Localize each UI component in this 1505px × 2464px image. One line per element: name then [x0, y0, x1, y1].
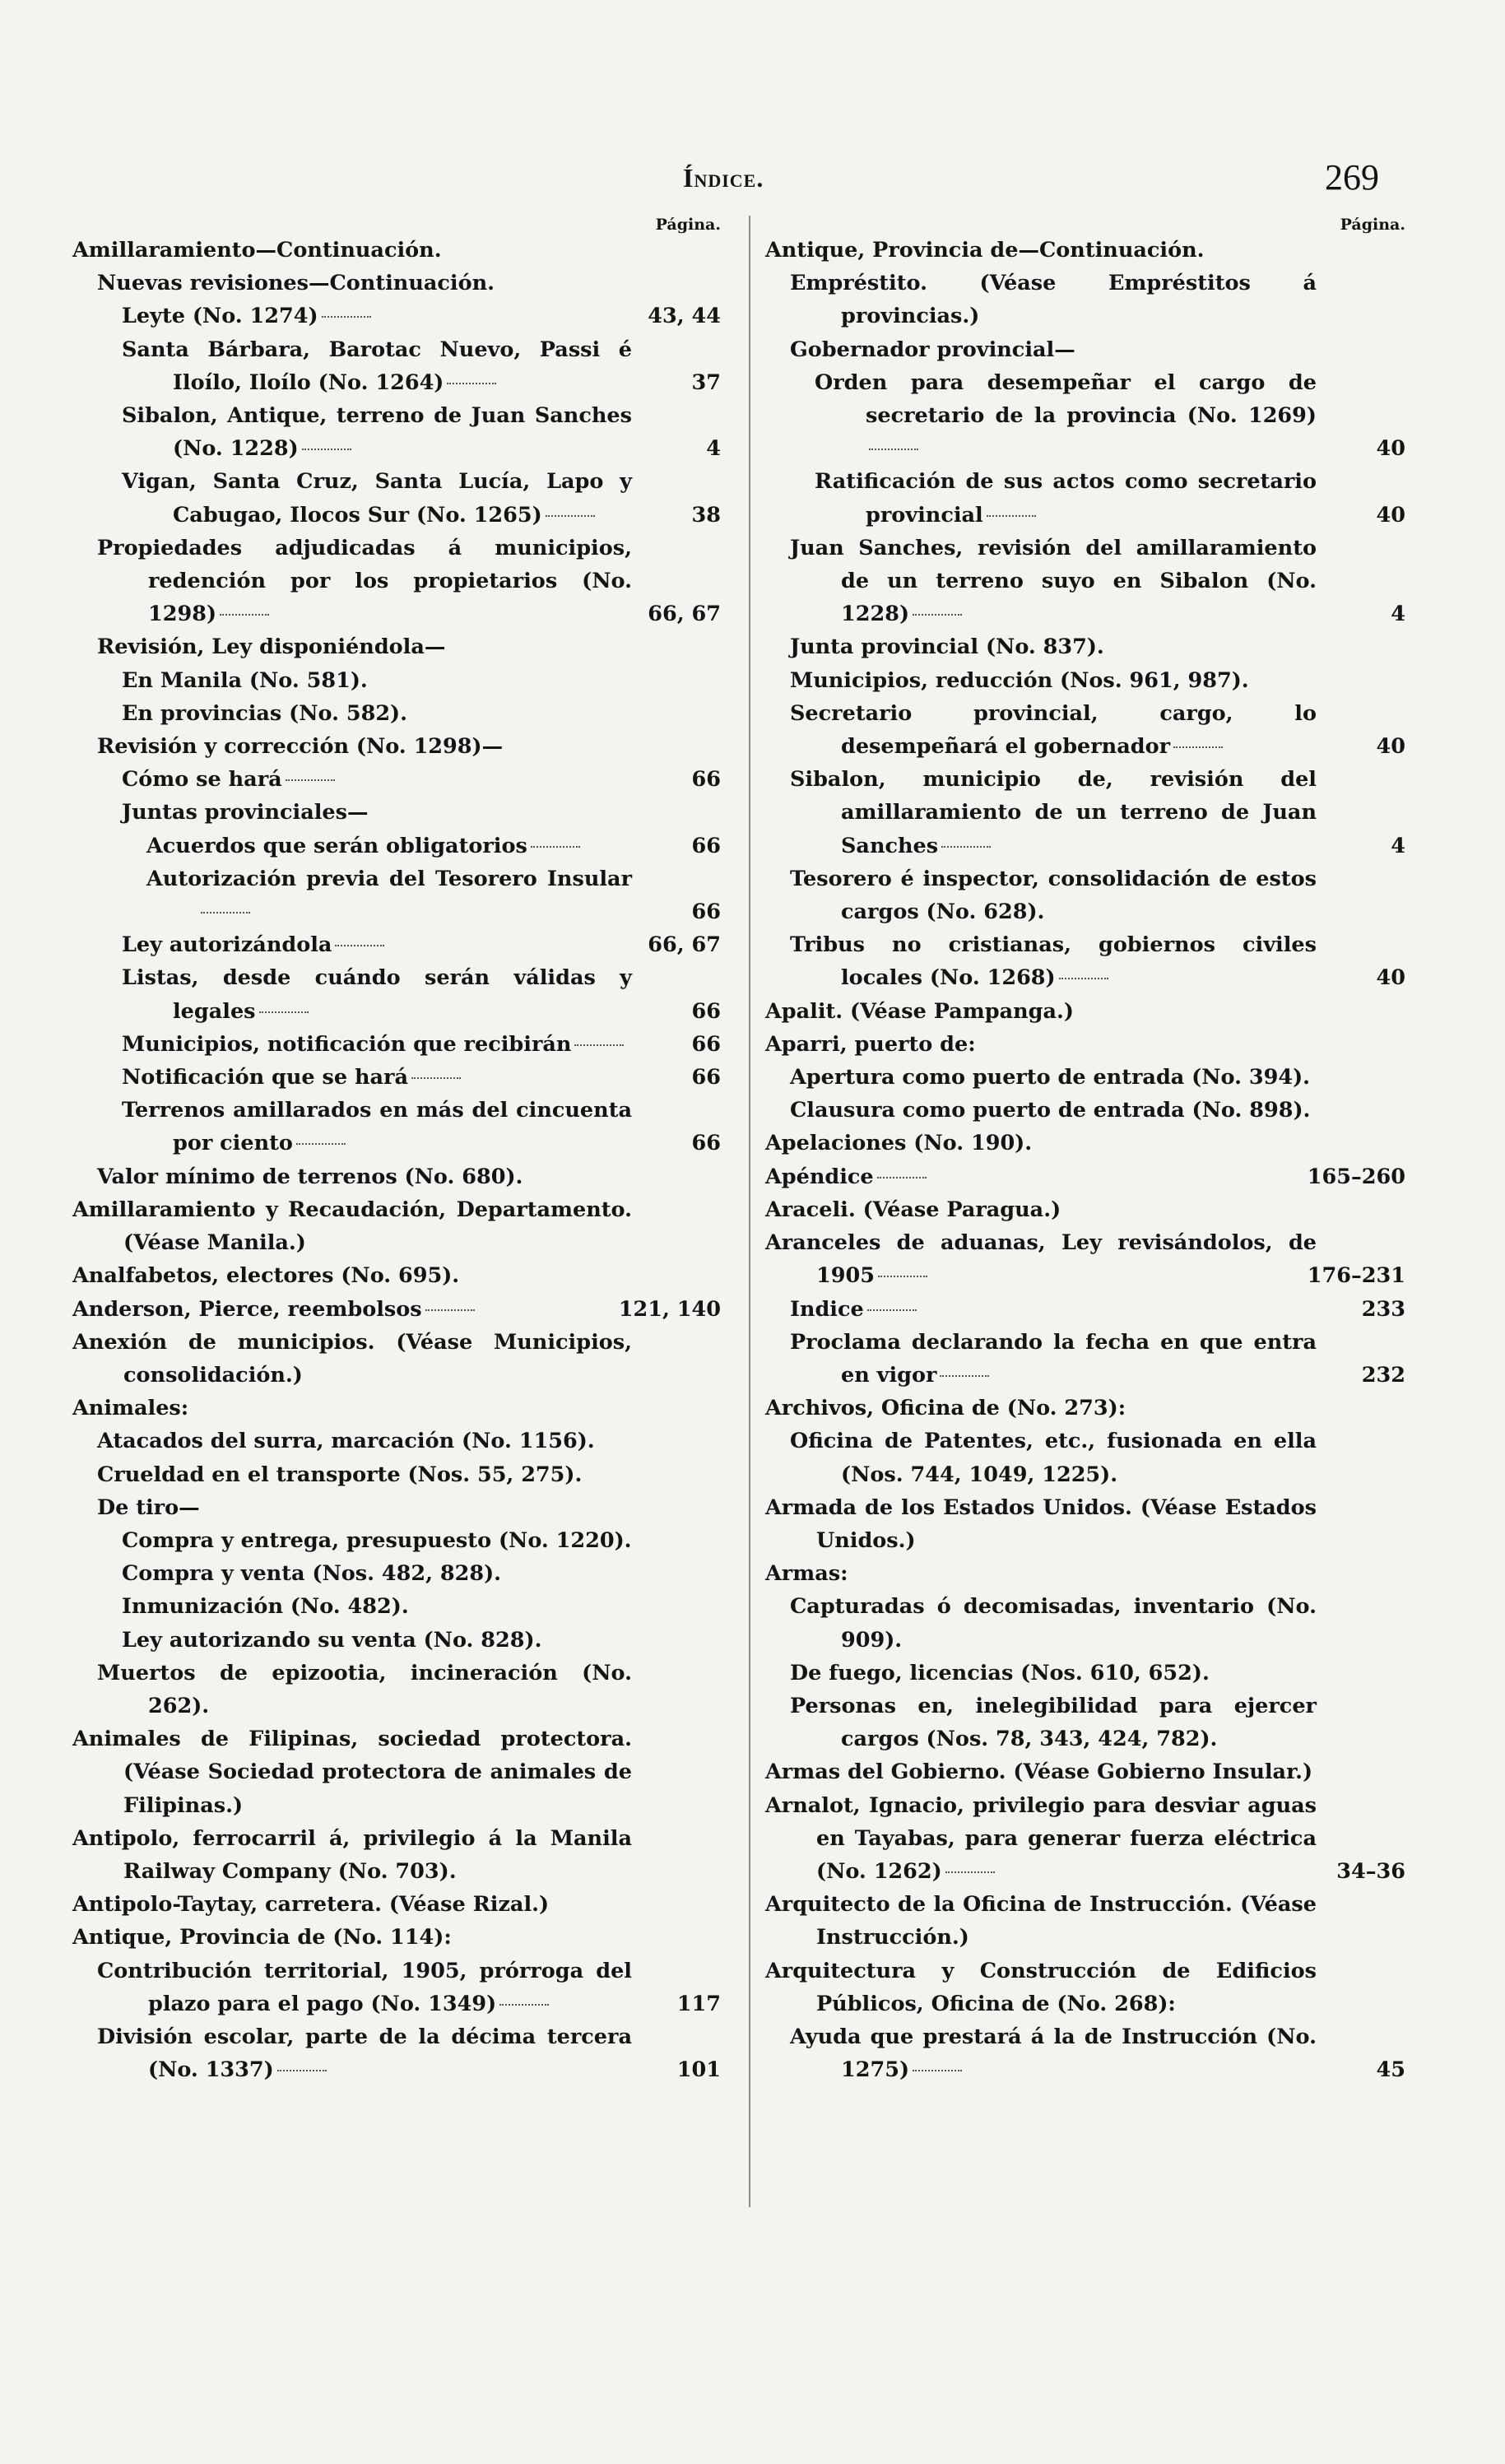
index-entry: [765, 1094, 1407, 1127]
index-entry-text: Apertura como puerto de entrada (No. 394).: [790, 1065, 1311, 1090]
index-entry-text: Junta provincial (No. 837).: [790, 635, 1104, 660]
index-entry: [765, 1955, 1407, 2020]
index-entry-text: Indice: [841, 1293, 1317, 1326]
index-entry: [72, 730, 722, 763]
index-entry: [72, 1326, 722, 1392]
index-entry: [765, 1160, 1407, 1193]
index-entry: [72, 796, 722, 829]
index-entry: [72, 1458, 722, 1491]
index-entry: Proclama declarando la fecha en que entra en vigor 232: [765, 1326, 1407, 1392]
index-entry: Ayuda que prestará á la de Instrucción (No. 1275) 45: [765, 2020, 1407, 2086]
index-entry: [72, 1722, 722, 1822]
column-divider: [749, 216, 750, 2207]
index-entry-text: Compra y venta (Nos. 482, 828).: [122, 1561, 502, 1587]
index-entry: [72, 1921, 722, 1954]
index-entry-text: Armada de los Estados Unidos. (Véase Estados Unidos.): [765, 1495, 1317, 1553]
index-entry-text: Capturadas ó decomisadas, inventario (No. 909).: [790, 1594, 1317, 1653]
index-entry: Listas, desde cuándo serán válidas y legales 66: [72, 961, 722, 1027]
index-entry-text: Arquitecto de la Oficina de Instrucción. (Véase Instrucción.): [765, 1892, 1317, 1950]
index-entry-text: Atacados del surra, marcación (No. 1156).: [97, 1429, 595, 1454]
index-entry: [765, 1226, 1407, 1292]
pagina-label-right: Página.: [1340, 216, 1405, 234]
index-entry-text: Personas en, inelegibilidad para ejercer cargos (Nos. 78, 343, 424, 782).: [790, 1693, 1317, 1752]
index-entry-text: Apelaciones (No. 190).: [765, 1131, 1033, 1156]
index-entry: [72, 234, 722, 267]
index-entry-text: Proclama declarando la fecha en que entra en vigor: [841, 1326, 1317, 1392]
index-entry-text: Contribución territorial, 1905, prórroga del plazo para el pago (No. 1349): [148, 1955, 632, 2020]
index-entry-text: Inmunización (No. 482).: [122, 1594, 409, 1620]
index-entry-text: Anexión de municipios. (Véase Municipios, consolidación.): [72, 1329, 632, 1388]
index-entry-text: Ayuda que prestará á la de Instrucción (No. 1275): [841, 2020, 1317, 2086]
index-entry-text: En provincias (No. 582).: [122, 700, 408, 726]
index-entry-page: 66, 67: [648, 932, 721, 958]
index-entry: [765, 1491, 1407, 1557]
index-entry: [72, 532, 722, 631]
index-entry: [72, 267, 722, 300]
index-entry-text: Acuerdos que serán obligatorios: [197, 830, 632, 862]
index-entry-text: Sibalon, municipio de, revisión del amillaramiento de un terreno de Juan Sanches: [841, 763, 1317, 862]
index-entry-text: Amillaramiento—Continuación.: [72, 238, 442, 263]
index-entry: [72, 630, 722, 663]
index-entry: [72, 1193, 722, 1259]
page-header-title: Índice.: [683, 163, 764, 193]
index-entry-text: Antique, Provincia de (No. 114):: [72, 1925, 452, 1950]
index-entry-text: Ley autorizándola: [173, 928, 632, 961]
index-entry: [765, 1888, 1407, 1954]
index-entry: [765, 1557, 1407, 1590]
index-entry: Secretario provincial, cargo, lo desempeñará el gobernador 40: [765, 697, 1407, 763]
index-entry-text: Armas del Gobierno. (Véase Gobierno Insular.): [765, 1760, 1313, 1785]
index-entry: [765, 267, 1407, 332]
index-entry-text: Listas, desde cuándo serán válidas y legales: [173, 961, 632, 1027]
index-entry: Orden para desempeñar el cargo de secretario de la provincia (No. 1269) 40: [765, 366, 1407, 466]
index-entry-text: Clausura como puerto de entrada (No. 898).: [790, 1098, 1311, 1123]
index-entry-text: Compra y entrega, presupuesto (No. 1220).: [122, 1527, 632, 1553]
index-entry: Tribus no cristianas, gobiernos civiles locales (No. 1268) 40: [765, 928, 1407, 994]
index-entry: [72, 1524, 722, 1557]
index-entry-page: 34–36: [1336, 1858, 1405, 1884]
index-entry-text: Vigan, Santa Cruz, Santa Lucía, Lapo y Cabugao, Ilocos Sur (No. 1265): [173, 465, 632, 531]
index-entry: [765, 1690, 1407, 1755]
index-entry-text: Arnalot, Ignacio, privilegio para desviar aguas en Tayabas, para generar fuerza eléctrica (No. 1262): [816, 1789, 1317, 1889]
index-entry-text: Municipios, reducción (Nos. 961, 987).: [790, 667, 1249, 693]
page-number: 269: [1325, 157, 1379, 198]
index-entry-text: Santa Bárbara, Barotac Nuevo, Passi é Iloílo, Iloílo (No. 1264): [173, 333, 632, 399]
index-entry: [72, 1822, 722, 1888]
index-entry: Santa Bárbara, Barotac Nuevo, Passi é Iloílo, Iloílo (No. 1264) 37: [72, 333, 722, 399]
index-entry: [765, 1755, 1407, 1788]
index-entry: Municipios, notificación que recibirán 66: [72, 1028, 722, 1061]
index-entry-text: Archivos, Oficina de (No. 273):: [765, 1396, 1126, 1421]
index-entries-left: [72, 234, 722, 2086]
index-entry: [72, 1491, 722, 1524]
index-entry-text: Municipios, notificación que recibirán: [173, 1028, 632, 1061]
index-entry: [72, 1293, 722, 1326]
index-entry: [72, 1557, 722, 1590]
index-entry-text: Propiedades adjudicadas á municipios, redención por los propietarios (No. 1298): [148, 532, 632, 631]
index-entry: [765, 234, 1407, 267]
index-entry: [765, 1657, 1407, 1690]
index-entry-text: Aparri, puerto de:: [765, 1031, 976, 1057]
index-entry: [72, 664, 722, 697]
index-entry: División escolar, parte de la décima tercera (No. 1337) 101: [72, 2020, 722, 2086]
index-entry: Juan Sanches, revisión del amillaramiento de un terreno suyo en Sibalon (No. 1228) 4: [765, 532, 1407, 631]
index-entry: [765, 1193, 1407, 1226]
index-entry-text: De fuego, licencias (Nos. 610, 652).: [790, 1660, 1210, 1685]
index-entry: [72, 928, 722, 961]
index-entry-text: Antique, Provincia de—Continuación.: [765, 238, 1205, 263]
index-entry-text: Araceli. (Véase Paragua.): [765, 1197, 1061, 1222]
index-entry: Sibalon, municipio de, revisión del amillaramiento de un terreno de Juan Sanches 4: [765, 763, 1407, 862]
index-entry-text: Animales de Filipinas, sociedad protectora. (Véase Sociedad protectora de animales de Filipinas.): [72, 1727, 632, 1818]
index-entry: [72, 300, 722, 332]
index-entry: [765, 1127, 1407, 1160]
index-entry-text: Revisión, Ley disponiéndola—: [97, 635, 446, 660]
index-entry-text: Secretario provincial, cargo, lo desempeñará el gobernador: [841, 697, 1317, 763]
index-entry-text: De tiro—: [97, 1495, 200, 1520]
index-entry-text: Apéndice: [816, 1160, 1317, 1193]
index-entry-text: Tesorero é inspector, consolidación de estos cargos (No. 628).: [790, 866, 1317, 925]
index-entry: Terrenos amillarados en más del cincuenta por ciento 66: [72, 1094, 722, 1160]
index-entry: [765, 1028, 1407, 1061]
index-entry-text: Apalit. (Véase Pampanga.): [765, 998, 1074, 1024]
index-entry-text: Analfabetos, electores (No. 695).: [72, 1263, 460, 1289]
index-entry: Notificación que se hará 66: [72, 1061, 722, 1094]
index-entry: Sibalon, Antique, terreno de Juan Sanches (No. 1228) 4: [72, 399, 722, 465]
index-entries-right: [765, 234, 1407, 2086]
index-entry: Cómo se hará 66: [72, 763, 722, 796]
index-entry-text: Anderson, Pierce, reembolsos: [123, 1293, 632, 1326]
index-entry: Indice 233: [765, 1293, 1407, 1326]
index-entry: [72, 1590, 722, 1623]
index-entry: Autorización previa del Tesorero Insular 66: [72, 862, 722, 928]
index-entry-text: Antipolo-Taytay, carretera. (Véase Rizal.): [72, 1892, 550, 1918]
index-entry: [72, 1624, 722, 1657]
index-entry-text: Nuevas revisiones—Continuación.: [97, 271, 495, 296]
index-entry-text: Oficina de Patentes, etc., fusionada en ella (Nos. 744, 1049, 1225).: [790, 1429, 1317, 1487]
index-entry: [765, 1392, 1407, 1425]
index-entry-text: Tribus no cristianas, gobiernos civiles locales (No. 1268): [841, 928, 1317, 994]
index-entry-text: Terrenos amillarados en más del cincuenta por ciento: [173, 1094, 632, 1160]
index-entry: [765, 630, 1407, 663]
index-entry: [72, 1425, 722, 1457]
index-entry-text: Autorización previa del Tesorero Insular: [197, 862, 632, 928]
index-entry: [72, 1657, 722, 1722]
index-entry-text: Ley autorizando su venta (No. 828).: [122, 1627, 542, 1653]
index-entry-text: Notificación que se hará: [173, 1061, 632, 1094]
index-entry-text: Muertos de epizootia, incineración (No. 262).: [97, 1660, 632, 1718]
index-entry-text: Arquitectura y Construcción de Edificios Públicos, Oficina de (No. 268):: [765, 1958, 1317, 2016]
index-entry: [72, 697, 722, 730]
index-entry: [72, 1392, 722, 1425]
index-entry-text: Antipolo, ferrocarril á, privilegio á la Manila Railway Company (No. 703).: [72, 1825, 632, 1884]
index-entry-page: 176–231: [1307, 1263, 1405, 1289]
index-entry-text: Gobernador provincial—: [790, 337, 1075, 362]
index-entry: Ratificación de sus actos como secretario provincial 40: [765, 465, 1407, 531]
index-entry-page: 121, 140: [618, 1296, 721, 1322]
index-entry: [72, 1888, 722, 1921]
index-entry: Acuerdos que serán obligatorios 66: [72, 830, 722, 862]
index-column-left: [72, 216, 722, 2322]
index-entry: [765, 862, 1407, 928]
index-entry-text: Armas:: [765, 1561, 848, 1587]
index-entry: [765, 1789, 1407, 1889]
index-entry: [765, 995, 1407, 1028]
index-entry-text: Empréstito. (Véase Empréstitos á provincias.): [790, 271, 1317, 329]
index-entry-page: 43, 44: [648, 304, 721, 329]
index-entry: [765, 333, 1407, 366]
index-column-right: [765, 216, 1407, 2322]
index-entry: [765, 1061, 1407, 1094]
index-entry-text: Orden para desempeñar el cargo de secretario de la provincia (No. 1269): [866, 366, 1317, 466]
index-entry: [765, 1425, 1407, 1490]
index-entry-text: Leyte (No. 1274): [173, 300, 632, 332]
index-entry: Contribución territorial, 1905, prórroga del plazo para el pago (No. 1349) 117: [72, 1955, 722, 2020]
index-entry: [765, 664, 1407, 697]
index-entry-page: 165–260: [1307, 1164, 1405, 1189]
pagina-label-left: Página.: [655, 216, 721, 234]
index-entry-text: Crueldad en el transporte (Nos. 55, 275).: [97, 1462, 583, 1487]
index-entry-text: Juntas provinciales—: [122, 800, 369, 825]
index-entry-text: División escolar, parte de la décima tercera (No. 1337): [148, 2020, 632, 2086]
index-entry-text: Aranceles de aduanas, Ley revisándolos, de 1905: [816, 1226, 1317, 1292]
index-entry-text: Sibalon, Antique, terreno de Juan Sanches (No. 1228): [173, 399, 632, 465]
index-entry: [765, 1590, 1407, 1656]
index-entry: Vigan, Santa Cruz, Santa Lucía, Lapo y Cabugao, Ilocos Sur (No. 1265) 38: [72, 465, 722, 531]
index-entry-text: Revisión y corrección (No. 1298)—: [97, 734, 504, 760]
index-entry-text: Ratificación de sus actos como secretario provincial: [866, 465, 1317, 531]
index-entry-page: 66, 67: [648, 602, 721, 627]
index-entry-text: Amillaramiento y Recaudación, Departamento. (Véase Manila.): [72, 1197, 632, 1256]
index-entry-text: Animales:: [72, 1396, 189, 1421]
index-entry: [72, 1259, 722, 1292]
index-entry: [72, 1160, 722, 1193]
index-entry-text: Juan Sanches, revisión del amillaramiento de un terreno suyo en Sibalon (No. 1228): [841, 532, 1317, 631]
index-entry-text: En Manila (No. 581).: [122, 667, 368, 693]
index-entry-text: Cómo se hará: [173, 763, 632, 796]
index-entry-text: Valor mínimo de terrenos (No. 680).: [97, 1164, 523, 1189]
